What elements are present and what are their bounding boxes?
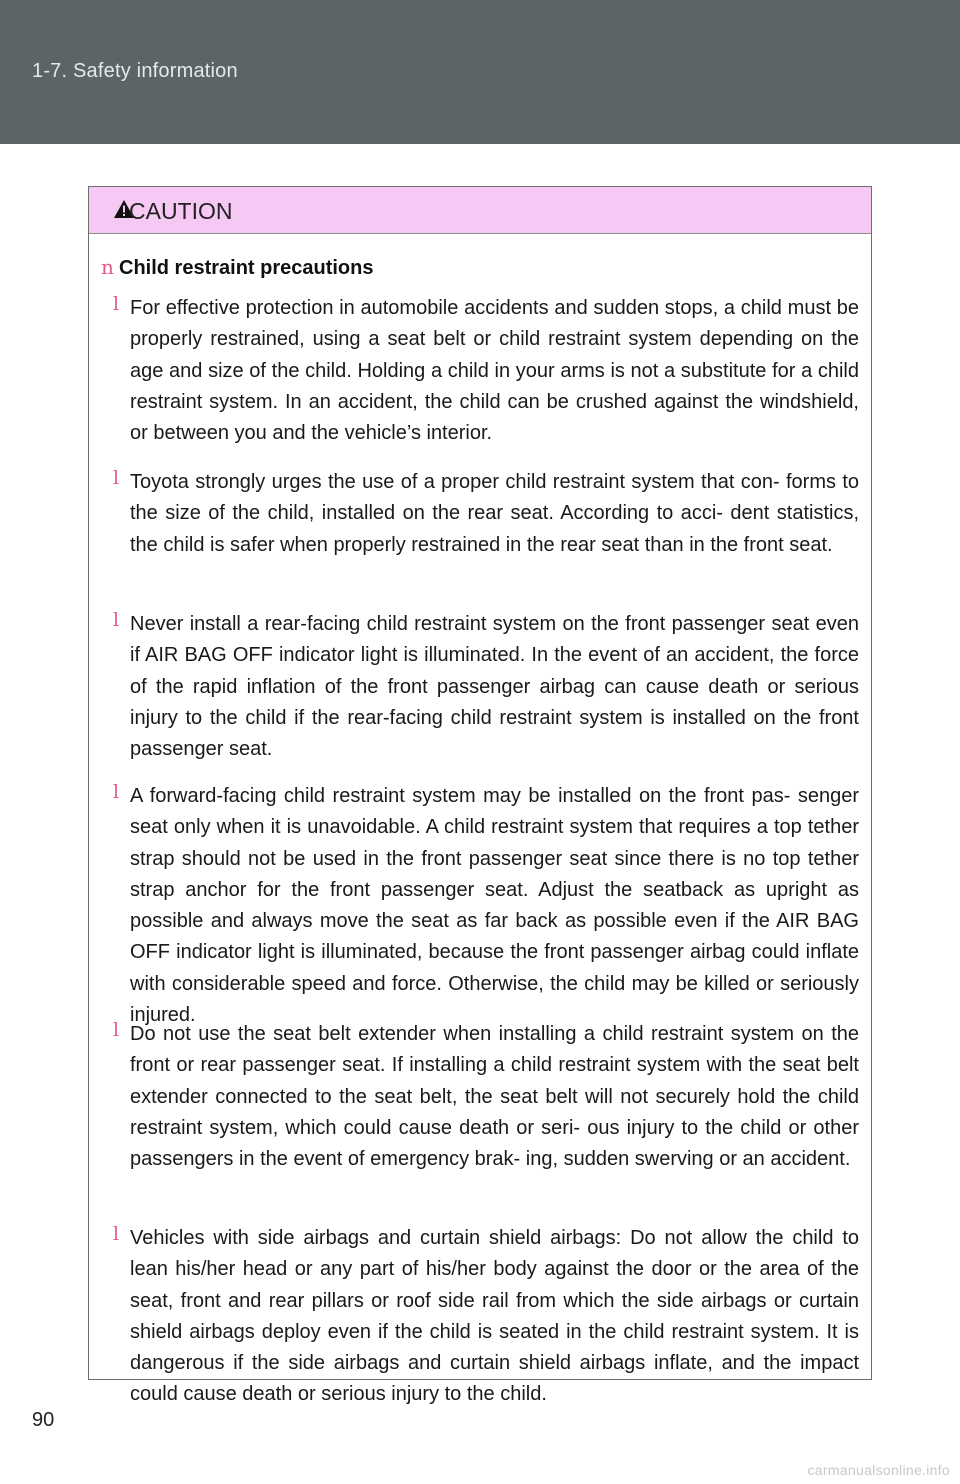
list-item (113, 1019, 859, 1175)
list-item-text: Toyota strongly urges the use of a proper child restraint system that con- forms to the size of the child, installed on the rear seat. According to acci- dent statistics, the child is safer when properly restrained in the rear seat than in the front seat. (130, 471, 859, 556)
page-header (0, 0, 960, 144)
page-number: 90 (32, 1409, 55, 1431)
bullet-marker: l (113, 293, 120, 315)
list-item-text: Never install a rear-facing child restraint system on the front passenger seat even if AIR BAG OFF indicator light is illuminated. In the event of an accident, the force of the rapid inflation of the front passenger airbag can cause death or serious injury to the child if the rear-facing child restraint system is installed on the front passenger seat. (130, 613, 859, 761)
list-item (113, 781, 859, 1031)
bullet-marker: l (113, 609, 120, 631)
list-item (113, 609, 859, 765)
bullet-marker: l (113, 781, 120, 803)
subsection-heading (101, 255, 374, 280)
list-item (113, 293, 859, 449)
section-marker: n (101, 255, 114, 279)
caution-label: CAUTION (129, 198, 233, 224)
subsection-title: Child restraint precautions (119, 257, 374, 279)
list-item (113, 467, 859, 561)
caution-box (88, 186, 872, 1406)
bullet-marker: l (113, 467, 120, 489)
caution-header (89, 187, 871, 234)
bullet-marker: l (113, 1019, 120, 1041)
list-item-text: For effective protection in automobile accidents and sudden stops, a child must be properly restrained, using a seat belt or child restraint system depending on the age and size of the child. Holding a child in your arms is not a substitute for a child restraint system. In an accident, the child can be crushed against the windshield, or between you and the vehicle’s interior. (130, 297, 859, 445)
list-item-text: A forward-facing child restraint system may be installed on the front pas- senger seat only when it is unavoidable. A child restraint system that requires a top tether strap should not be used in the front passenger seat since there is no top tether strap anchor for the front passenger seat. Adjust the seatback as upright as possible and always move the seat as far back as possible even if the AIR BAG OFF indicator light is illuminated, because the front passenger airbag could inflate with considerable speed and force. Otherwise, the child may be killed or seriously injured. (130, 785, 859, 1027)
list-item (113, 1223, 859, 1411)
list-item-text: Vehicles with side airbags and curtain shield airbags: Do not allow the child to lean his/her head or any part of his/her body against the door or the area of the seat, front and rear pillars or roof side rail from which the side airbags or curtain shield airbags deploy even if the child is seated in the child restraint system. It is dangerous if the side airbags and curtain shield airbags inflate, and the impact could cause death or serious injury to the child. (130, 1227, 859, 1406)
bullet-marker: l (113, 1223, 120, 1245)
watermark: carmanualsonline.info (807, 1462, 950, 1478)
section-title: 1-7. Safety information (32, 60, 238, 82)
list-item-text: Do not use the seat belt extender when installing a child restraint system on the front or rear passenger seat. If installing a child restraint system with the seat belt extender connected to the seat belt, the seat belt will not securely hold the child restraint system, which could cause death or seri- ous injury to the child or other passengers in the event of emergency brak- ing, sudden swerving or an accident. (130, 1023, 859, 1171)
